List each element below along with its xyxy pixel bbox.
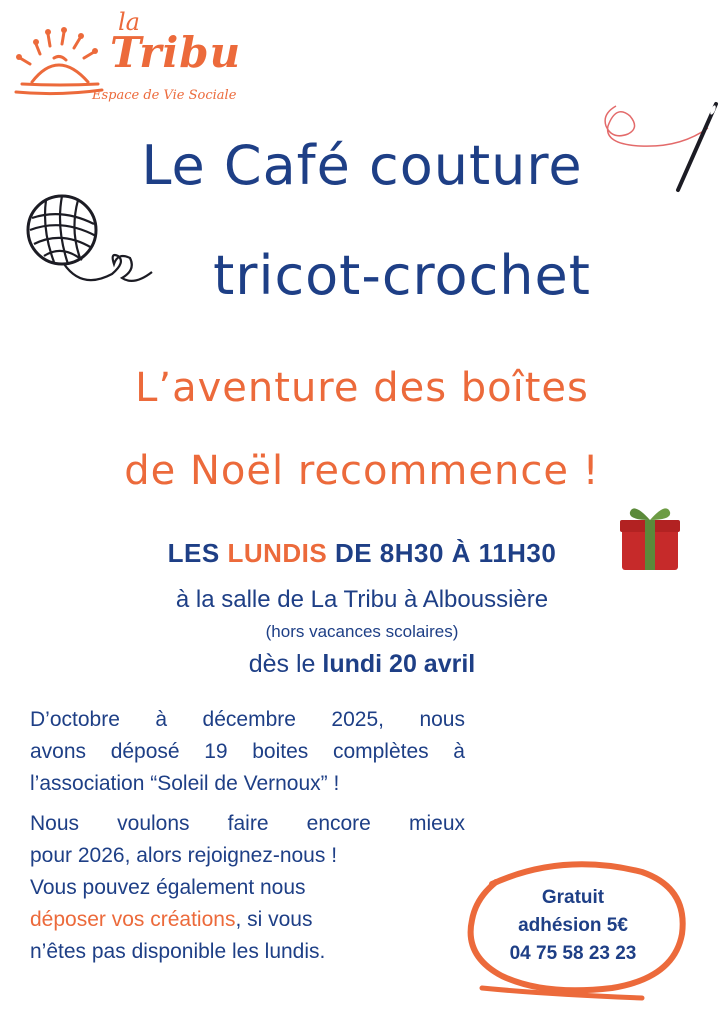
sun-logo-icon	[10, 24, 110, 96]
drop-off-highlight: déposer vos créations	[30, 908, 236, 931]
headline-line-2: de Noël recommence !	[124, 448, 600, 494]
start-date-value: lundi 20 avril	[322, 650, 476, 678]
logo-subtitle: Espace de Vie Sociale	[92, 88, 237, 103]
body-line-8: n’êtes pas disponible les lundis.	[30, 940, 326, 963]
schedule	[0, 538, 724, 569]
logo-tribu: Tribu	[110, 28, 242, 77]
start-date	[0, 650, 724, 679]
logo-la: la	[118, 8, 140, 36]
body-line-6: Vous pouvez également nous	[30, 876, 306, 899]
body-line-5: pour 2026, alors rejoignez-nous !	[30, 844, 338, 867]
info-block	[488, 884, 658, 968]
phone-number: 04 75 58 23 23	[509, 943, 637, 964]
schedule-prefix: LES	[167, 538, 220, 568]
title-line-1: Le Café couture	[141, 134, 583, 197]
body-line-4: Nous voulons faire encore mieux	[30, 812, 465, 835]
membership: adhésion 5€	[518, 915, 628, 936]
holiday-note: (hors vacances scolaires)	[265, 622, 459, 641]
place: à la salle de La Tribu à Alboussière	[175, 586, 549, 613]
headline-line-1: L’aventure des boîtes	[135, 365, 589, 411]
title-line-2: tricot-crochet	[213, 244, 591, 307]
schedule-day: LUNDIS	[227, 538, 328, 568]
body-line-3: l’association “Soleil de Vernoux” !	[30, 772, 340, 795]
body-line-7	[30, 908, 465, 932]
start-prefix: dès le	[248, 650, 316, 678]
body-line-7-rest: , si vous	[235, 908, 313, 931]
body-line-2: avons déposé 19 boites complètes à	[30, 740, 465, 763]
price: Gratuit	[541, 887, 605, 908]
body-line-1: D’octobre à décembre 2025, nous	[30, 708, 465, 731]
schedule-time: DE 8H30 À 11H30	[334, 538, 557, 568]
logo	[10, 6, 260, 110]
